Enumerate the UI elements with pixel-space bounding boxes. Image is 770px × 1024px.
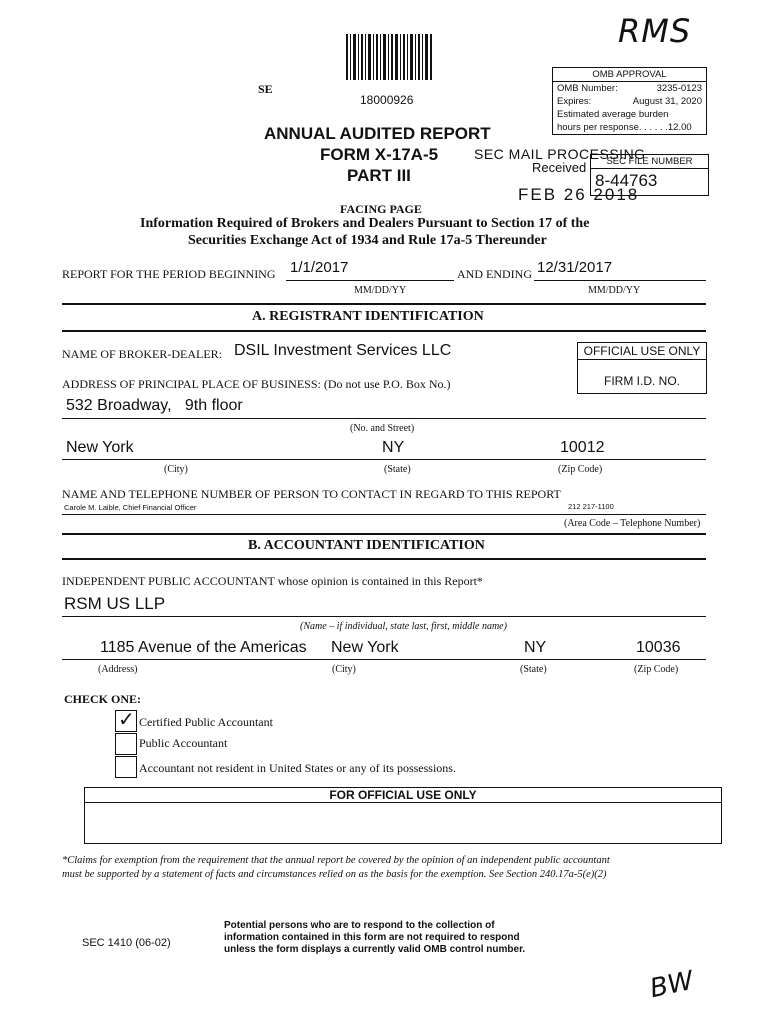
period-begin-format: MM/DD/YY: [354, 285, 407, 296]
period-end-value: 12/31/2017: [537, 259, 613, 276]
city-caption: (City): [164, 464, 188, 475]
facing-info-line2: Securities Exchange Act of 1934 and Rule 17a-5 Thereunder: [188, 233, 547, 248]
footnote-line2: must be supported by a statement of facts and circumstances relied on as the basis for the exemption. See Section 240.17a-5(e)(2): [62, 869, 607, 880]
option-accountant-not-resident: Accountant not resident in United States or any of its possessions.: [139, 761, 456, 775]
checkbox-public-accountant[interactable]: [115, 733, 137, 755]
checkbox-certified-public-accountant[interactable]: [115, 707, 137, 732]
phone-caption: (Area Code – Telephone Number): [564, 518, 701, 529]
sec-form-number: SEC 1410 (06-02): [82, 937, 171, 949]
broker-dealer-label: NAME OF BROKER-DEALER:: [62, 347, 223, 361]
ipa-state-caption: (State): [520, 664, 547, 675]
section-b-heading: B. ACCOUNTANT IDENTIFICATION: [248, 538, 485, 553]
address-label: ADDRESS OF PRINCIPAL PLACE OF BUSINESS: (Do not use P.O. Box No.): [62, 377, 451, 391]
sec-stamp-prefix: SE: [258, 82, 273, 96]
street-caption: (No. and Street): [350, 423, 415, 434]
zip-caption: (Zip Code): [558, 464, 603, 475]
ipa-city-caption: (City): [332, 664, 356, 675]
omb-approval-box: [552, 67, 707, 135]
broker-dealer-name: DSIL Investment Services LLC: [234, 342, 452, 359]
mail-stamp-received: Received: [532, 160, 587, 175]
state-caption: (State): [384, 464, 411, 475]
omb-notice: [224, 920, 525, 956]
facing-info-line1: Information Required of Brokers and Dealers Pursuant to Section 17 of the: [140, 216, 590, 231]
contact-phone: 212 217-1100: [568, 502, 614, 511]
omb-expires-label: Expires:: [557, 96, 592, 107]
handwritten-initials-bottom: BW: [647, 965, 697, 1005]
mail-stamp-date: FEB 26 2018: [518, 185, 640, 204]
footnote-line1: *Claims for exemption from the requirement that the annual report be covered by the opinion of an independent public accountant: [62, 855, 610, 866]
state-value: NY: [382, 439, 405, 456]
sec-file-number-box: [590, 154, 709, 196]
period-end-label: AND ENDING: [457, 267, 532, 281]
check-one-label: CHECK ONE:: [64, 692, 142, 706]
contact-label: NAME AND TELEPHONE NUMBER OF PERSON TO CONTACT IN REGARD TO THIS REPORT: [62, 487, 561, 501]
sec-file-value: 8-44763: [595, 171, 658, 190]
contact-name: Carole M. Laible, Chief Financial Officer: [64, 503, 197, 512]
ipa-address-caption: (Address): [98, 664, 138, 675]
facing-page-heading: FACING PAGE: [340, 202, 422, 216]
omb-notice-line2: information contained in this form are not required to respond: [224, 932, 520, 943]
period-begin-label: REPORT FOR THE PERIOD BEGINNING: [62, 267, 276, 281]
ipa-zip: 10036: [636, 639, 681, 656]
omb-notice-line1: Potential persons who are to respond to the collection of: [224, 920, 495, 931]
ipa-city: New York: [331, 639, 399, 656]
firm-id-label: FIRM I.D. NO.: [604, 374, 680, 388]
report-title: ANNUAL AUDITED REPORT: [264, 124, 491, 143]
checkmark-icon: ✓: [118, 707, 135, 731]
street-value: 532 Broadway, 9th floor: [66, 397, 243, 414]
omb-notice-line3: unless the form displays a currently valid OMB control number.: [224, 944, 526, 955]
ipa-address: 1185 Avenue of the Americas: [100, 639, 307, 656]
mail-stamp-line1: SEC MAIL PROCESSING: [474, 146, 646, 162]
option-certified-public-accountant: Certified Public Accountant: [139, 715, 273, 729]
city-value: New York: [66, 439, 134, 456]
omb-expires-value: August 31, 2020: [632, 96, 702, 107]
form-number: FORM X-17A-5: [320, 145, 439, 164]
handwritten-initials-top: RMS: [618, 12, 692, 50]
omb-burden-line2: hours per response. . . . . .12.00: [557, 122, 692, 133]
omb-number-label: OMB Number:: [557, 83, 618, 94]
period-begin-value: 1/1/2017: [290, 259, 349, 276]
omb-number-value: 3235-0123: [656, 83, 702, 94]
official-use-only-label: OFFICIAL USE ONLY: [578, 343, 706, 360]
official-use-box-label: FOR OFFICIAL USE ONLY: [85, 788, 721, 803]
ipa-name: RSM US LLP: [64, 594, 166, 613]
ipa-state: NY: [524, 639, 547, 656]
omb-burden-line1: Estimated average burden: [557, 109, 669, 120]
sec-file-label: SEC FILE NUMBER: [591, 155, 708, 169]
form-part: PART III: [347, 166, 411, 185]
ipa-label: INDEPENDENT PUBLIC ACCOUNTANT whose opinion is contained in this Report*: [62, 574, 483, 588]
omb-title: OMB APPROVAL: [553, 68, 706, 82]
section-a-heading: A. REGISTRANT IDENTIFICATION: [252, 309, 484, 324]
barcode: [346, 34, 432, 80]
option-public-accountant: Public Accountant: [139, 736, 228, 750]
official-use-box-b: [84, 787, 722, 844]
barcode-number: 18000926: [360, 93, 414, 107]
ipa-name-caption: (Name – if individual, state last, first, middle name): [300, 621, 507, 632]
period-end-format: MM/DD/YY: [588, 285, 641, 296]
zip-value: 10012: [560, 439, 605, 456]
official-use-box-a: [577, 342, 707, 394]
ipa-zip-caption: (Zip Code): [634, 664, 679, 675]
checkbox-accountant-not-resident[interactable]: [115, 756, 137, 778]
